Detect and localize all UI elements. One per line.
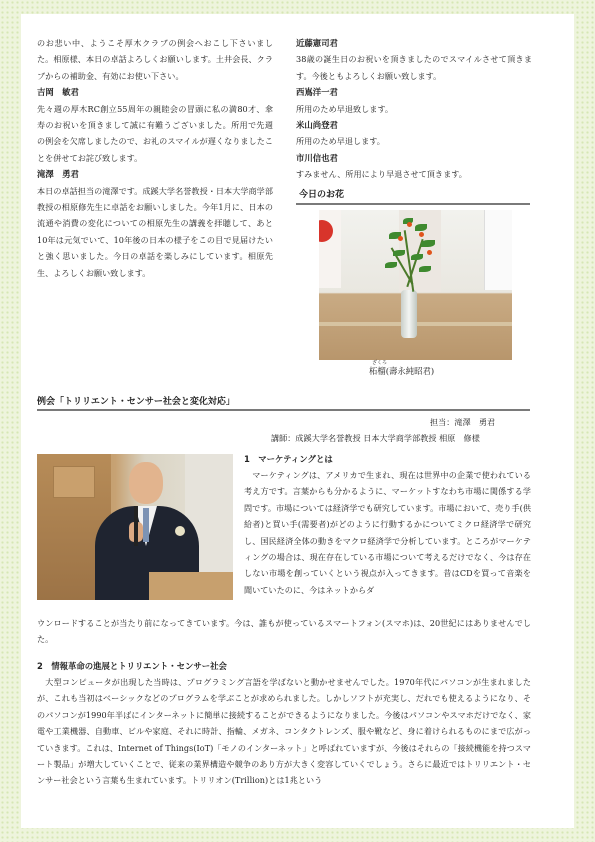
speaker-name: 近藤憲司君 [296,38,338,48]
section1-title: 1 マーケティングとは [244,454,333,464]
flower-photo [319,210,512,360]
speaker-name: 滝澤 勇君 [37,169,79,180]
speaker-remark: 所用のため早退致します。 [296,103,394,114]
speaker-name: 吉岡 敏君 [37,87,79,98]
speaker-remark: 本日の卓話担当の滝澤です。成蹊大学名誉教授・日本大学商学部教授の相原修先生に卓話をお願いしました。今年1月に、日本の流通や消費の変化についての相原先生の講義を拝聴して、あと10年は元気でいて、10年後の日本の様子をこの目で見届けたいと強く思いました。今日の卓話を楽しみにしています。相原先生、よろしくお願い致します。 [37,185,273,278]
right-column [296,35,532,183]
talk-charge: 担当：滝澤 勇君 [430,417,496,427]
speaker-name: 米山尚登君 [296,120,338,131]
speaker-remark: 38歳の誕生日のお祝いを頂きましたのでスマイルさせて頂きます。今後ともよろしくお願い致します。 [296,54,532,81]
speaker-name: 西嶌洋一君 [296,87,338,98]
left-column [37,35,273,281]
section2-title: 2 情報革命の進展とトリリエント・センサー社会 [37,661,227,671]
section1-text-cont: ウンロードすることが当たり前になってきています。今は、誰もが使っているスマートフォン(スマホ)は、20世紀にはありませんでした。 [37,618,531,645]
speaker-remark: 所用のため早退します。 [296,136,385,147]
speaker-remark: 先々週の厚木RC創立55周年の親睦会の冒頭に私の満80才、傘寿のお祝いを頂きまして誠に有難うございました。所用で先週の例会を欠席しましたので、お礼のスマイルが遅くなりましたことを併せてお詫び致します。 [37,103,273,163]
talk-heading-rule [37,409,530,411]
flower-caption-ruby: ざくろ [372,360,388,366]
flower-heading-rule [296,203,530,205]
flower-caption: 柘榴(壽永純昭君) [369,366,435,376]
speaker-name: 市川信也君 [296,152,338,163]
talk-heading: 例会「トリリエント・センサー社会と変化対応」 [37,397,235,407]
speaker-remark: のお悲い中、ようこそ厚木クラブの例会へおこし下さいました。相原様、本日の卓話よろしくお願いします。土井会長、クラブからの補助金、有効にお使い下さい。 [37,38,273,81]
speaker-photo [37,454,233,600]
section1-text: マーケティングは、アメリカで生まれ、現在は世界中の企業で使われている考え方です。言葉からも分かるように、マーケットすなわち市場に関係する学問です。市場については経済学でも研究しています。市場において、売り手(供給者)と買い手(需要者)がどのように行動するかについてミクロ経済学で研究し、国民経済全体の動きをマクロ経済学で分析しています。ところがマーケティングの場合は、現在存在している市場について考えるだけでなく、今は存在しない市場を創っていくという視点が入ってきます。昔はCDを買って音楽を聞いていたのに、今はネットからダ [244,470,531,595]
speaker-remark: すみません、所用により早退させて頂きます。 [296,169,467,180]
section2-text: 大型コンピュータが出現した当時は、プログラミング言語を学ばないと動かせませんでした。1970年代にパソコンが生まれましたが、これも当初はベーシックなどのプログラムを学ぶことが求められました。しかしソフトが充実し、だれでも使えるようになり、そのパソコンが1990年半ばにインターネットに簡単に接続することができるようになりました。今後はパソコンやスマホだけでなく、家電や工業機器、自動車、ビルや家庭、それに時計、指輪、メガネ、コンタクトレンズ、服や靴など、身に着けられるものにまで広がっていきます。これは、Internet of Things(IoT)「モノのインターネット」と呼ばれていますが、今後はそれらの「接続機能を持つスマート製品」が増大していくことで、従来の業界構造や競争のあり方が大きく変容していくでしょう。さらに最近ではトリリエント・センサー社会という言葉も生まれています。トリリオン(Trillion)とは1兆という [37,677,531,786]
flower-heading: 今日のお花 [299,190,345,200]
talk-lecturer: 講師：成蹊大学名誉教授 日本大学商学部教授 相原 修様 [271,433,480,443]
